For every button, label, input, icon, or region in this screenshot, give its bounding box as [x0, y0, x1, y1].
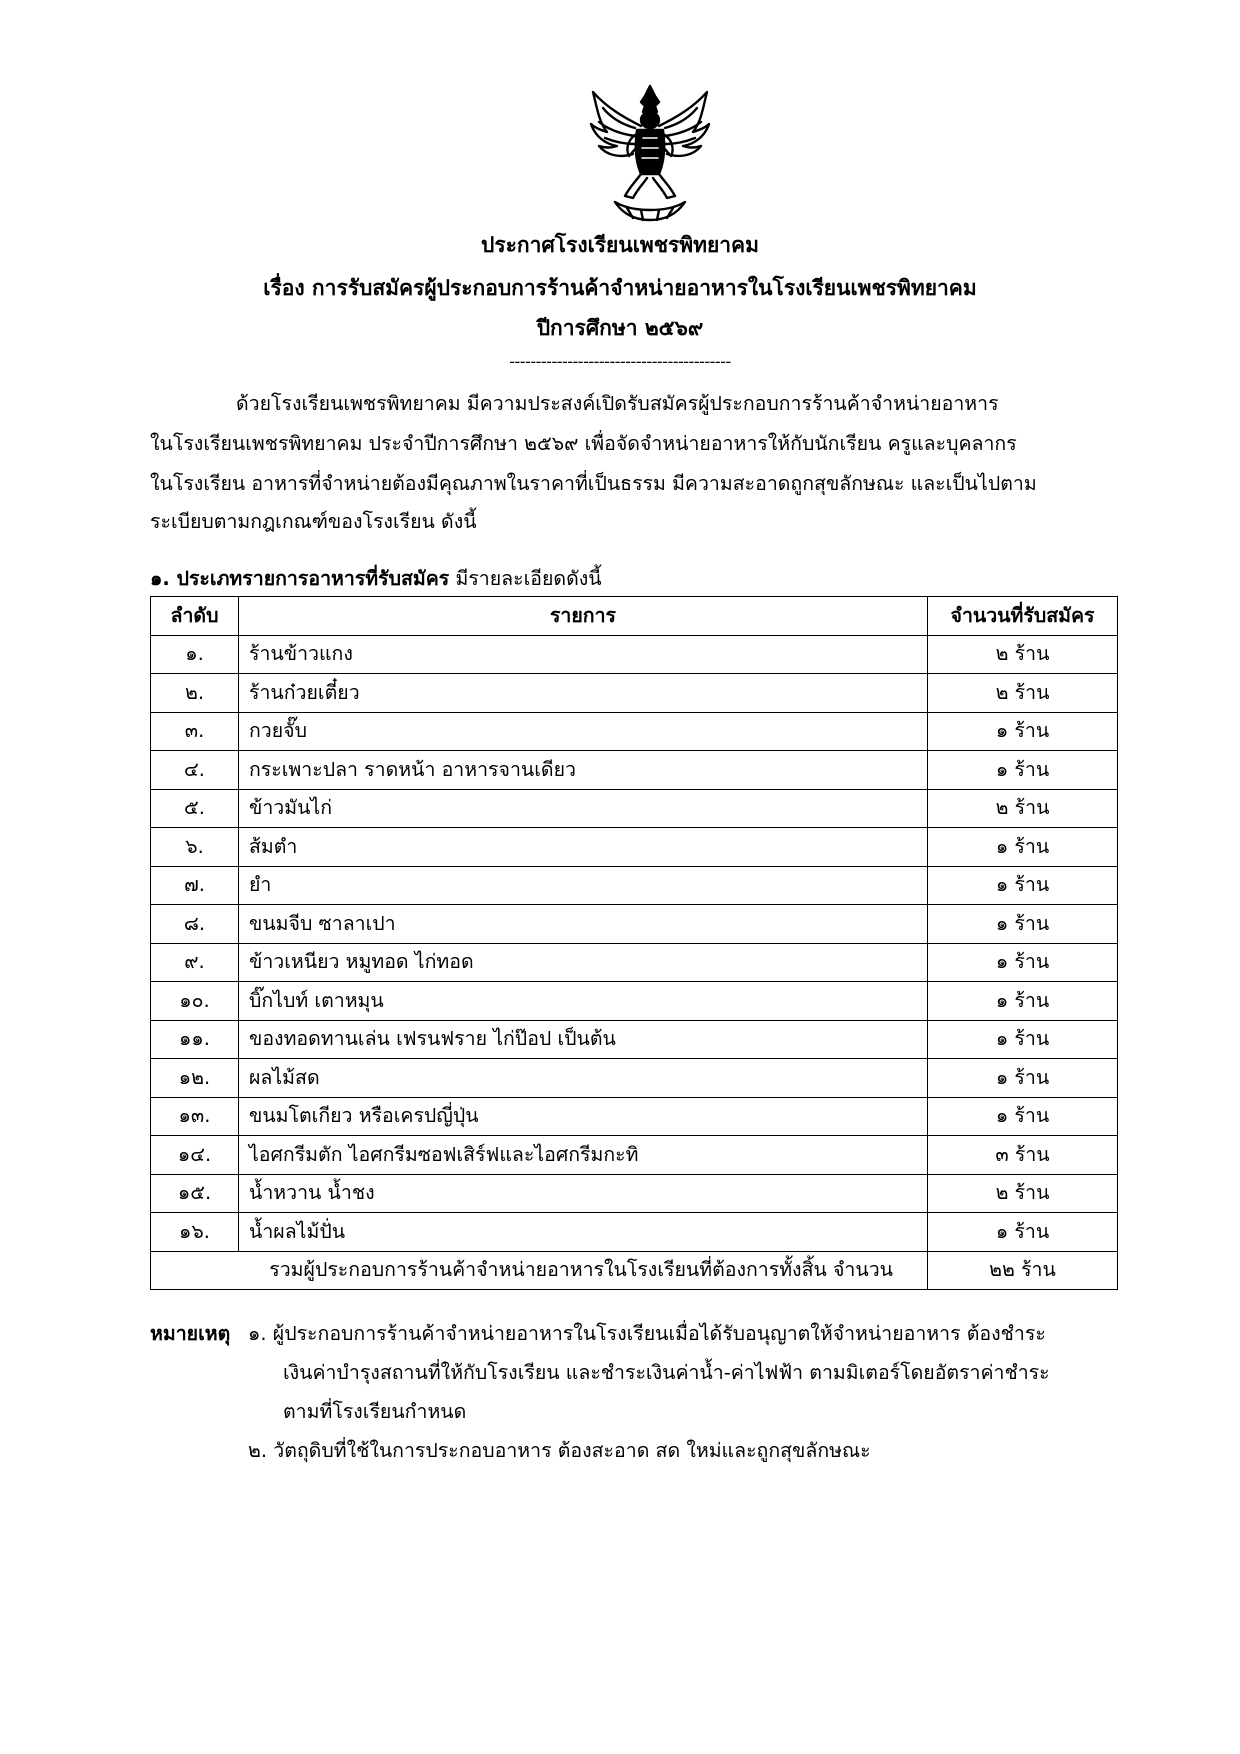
- row-name: กวยจั๊บ: [239, 712, 928, 751]
- row-name: ผลไม้สด: [239, 1059, 928, 1098]
- row-qty: ๑ ร้าน: [928, 1020, 1118, 1059]
- table-row: [151, 1174, 1118, 1213]
- header-qty: จำนวนที่รับสมัคร: [928, 597, 1118, 636]
- row-qty: ๑ ร้าน: [928, 905, 1118, 944]
- table-row: [151, 943, 1118, 982]
- table-row: [151, 982, 1118, 1021]
- total-value: ๒๒ ร้าน: [928, 1251, 1118, 1290]
- food-items-table: [150, 596, 1118, 1290]
- total-label: รวมผู้ประกอบการร้านค้าจำหน่ายอาหารในโรงเรียนที่ต้องการทั้งสิ้น จำนวน: [151, 1251, 928, 1290]
- row-qty: ๑ ร้าน: [928, 1059, 1118, 1098]
- row-qty: ๒ ร้าน: [928, 1174, 1118, 1213]
- row-name: ของทอดทานเล่น เฟรนฟราย ไก่ป๊อป เป็นต้น: [239, 1020, 928, 1059]
- row-no: ๔.: [151, 751, 239, 790]
- announcement-title: ประกาศโรงเรียนเพชรพิทยาคม: [481, 233, 759, 257]
- academic-year: ปีการศึกษา ๒๕๖๙: [536, 316, 704, 340]
- row-name: บิ๊กไบท์ เตาหมุน: [239, 982, 928, 1021]
- note-1-line-3: ตามที่โรงเรียนกำหนด: [283, 1400, 467, 1423]
- table-row: [151, 1059, 1118, 1098]
- row-qty: ๑ ร้าน: [928, 751, 1118, 790]
- row-no: ๓.: [151, 712, 239, 751]
- row-no: ๑๔.: [151, 1136, 239, 1175]
- table-row: [151, 789, 1118, 828]
- row-name: น้ำผลไม้ปั่น: [239, 1213, 928, 1252]
- row-no: ๑๒.: [151, 1059, 239, 1098]
- row-no: ๙.: [151, 943, 239, 982]
- notes-label: หมายเหตุ: [150, 1322, 231, 1345]
- row-name: ไอศกรีมตัก ไอศกรีมซอฟเสิร์ฟและไอศกรีมกะทิ: [239, 1136, 928, 1175]
- title-separator: ------------------------------------------: [509, 352, 731, 371]
- row-name: น้ำหวาน น้ำชง: [239, 1174, 928, 1213]
- row-no: ๑.: [151, 635, 239, 674]
- table-row: [151, 1136, 1118, 1175]
- table-row: [151, 635, 1118, 674]
- header-name: รายการ: [239, 597, 928, 636]
- intro-line-3: ในโรงเรียน อาหารที่จำหน่ายต้องมีคุณภาพในราคาที่เป็นธรรม มีความสะอาดถูกสุขลักษณะ และเป็นไปตาม: [150, 472, 1037, 495]
- row-qty: ๑ ร้าน: [928, 982, 1118, 1021]
- announcement-subject: เรื่อง การรับสมัครผู้ประกอบการร้านค้าจำหน่ายอาหารในโรงเรียนเพชรพิทยาคม: [263, 276, 977, 300]
- table-header-row: [151, 597, 1118, 636]
- header-no: ลำดับ: [151, 597, 239, 636]
- row-no: ๑๓.: [151, 1097, 239, 1136]
- note-1-line-2: เงินค่าบำรุงสถานที่ให้กับโรงเรียน และชำระเงินค่าน้ำ-ค่าไฟฟ้า ตามมิเตอร์โดยอัตราค่าชำระ: [283, 1361, 1050, 1384]
- row-no: ๒.: [151, 674, 239, 713]
- row-qty: ๑ ร้าน: [928, 1213, 1118, 1252]
- row-name: ร้านข้าวแกง: [239, 635, 928, 674]
- table-row: [151, 1097, 1118, 1136]
- intro-line-2: ในโรงเรียนเพชรพิทยาคม ประจำปีการศึกษา ๒๕๖๙ เพื่อจัดจำหน่ายอาหารให้กับนักเรียน ครูและบุคลากร: [150, 432, 1017, 455]
- row-name: ร้านก๋วยเตี๋ยว: [239, 674, 928, 713]
- section-1-heading-rest: มีรายละเอียดดังนี้: [449, 567, 602, 590]
- row-name: ข้าวมันไก่: [239, 789, 928, 828]
- row-no: ๑๐.: [151, 982, 239, 1021]
- row-no: ๗.: [151, 866, 239, 905]
- row-qty: ๑ ร้าน: [928, 712, 1118, 751]
- row-name: ยำ: [239, 866, 928, 905]
- table-row: [151, 1020, 1118, 1059]
- row-no: ๕.: [151, 789, 239, 828]
- table-row: [151, 1213, 1118, 1252]
- table-row: [151, 751, 1118, 790]
- row-qty: ๑ ร้าน: [928, 866, 1118, 905]
- row-qty: ๑ ร้าน: [928, 943, 1118, 982]
- garuda-emblem-icon: [585, 78, 715, 228]
- note-1-line-1: ๑. ผู้ประกอบการร้านค้าจำหน่ายอาหารในโรงเรียนเมื่อได้รับอนุญาตให้จำหน่ายอาหาร ต้องชำระ: [248, 1322, 1046, 1345]
- table-total-row: [151, 1251, 1118, 1290]
- section-1-heading: [150, 566, 602, 592]
- row-qty: ๒ ร้าน: [928, 674, 1118, 713]
- row-no: ๑๑.: [151, 1020, 239, 1059]
- table-row: [151, 866, 1118, 905]
- row-qty: ๓ ร้าน: [928, 1136, 1118, 1175]
- row-no: ๖.: [151, 828, 239, 867]
- table-row: [151, 828, 1118, 867]
- row-name: กระเพาะปลา ราดหน้า อาหารจานเดียว: [239, 751, 928, 790]
- row-name: ส้มตำ: [239, 828, 928, 867]
- row-no: ๑๖.: [151, 1213, 239, 1252]
- table-row: [151, 674, 1118, 713]
- row-no: ๘.: [151, 905, 239, 944]
- table-row: [151, 712, 1118, 751]
- row-name: ขนมโตเกียว หรือเครปญี่ปุ่น: [239, 1097, 928, 1136]
- row-qty: ๑ ร้าน: [928, 828, 1118, 867]
- row-name: ขนมจีบ ซาลาเปา: [239, 905, 928, 944]
- intro-line-1: ด้วยโรงเรียนเพชรพิทยาคม มีความประสงค์เปิดรับสมัครผู้ประกอบการร้านค้าจำหน่ายอาหาร: [236, 392, 999, 415]
- intro-line-4: ระเบียบตามกฎเกณฑ์ของโรงเรียน ดังนี้: [150, 510, 477, 533]
- row-qty: ๒ ร้าน: [928, 635, 1118, 674]
- row-no: ๑๕.: [151, 1174, 239, 1213]
- row-name: ข้าวเหนียว หมูทอด ไก่ทอด: [239, 943, 928, 982]
- row-qty: ๑ ร้าน: [928, 1097, 1118, 1136]
- note-2-line-1: ๒. วัตถุดิบที่ใช้ในการประกอบอาหาร ต้องสะอาด สด ใหม่และถูกสุขลักษณะ: [248, 1439, 871, 1462]
- table-row: [151, 905, 1118, 944]
- section-1-heading-bold: ๑. ประเภทรายการอาหารที่รับสมัคร: [150, 567, 450, 590]
- row-qty: ๒ ร้าน: [928, 789, 1118, 828]
